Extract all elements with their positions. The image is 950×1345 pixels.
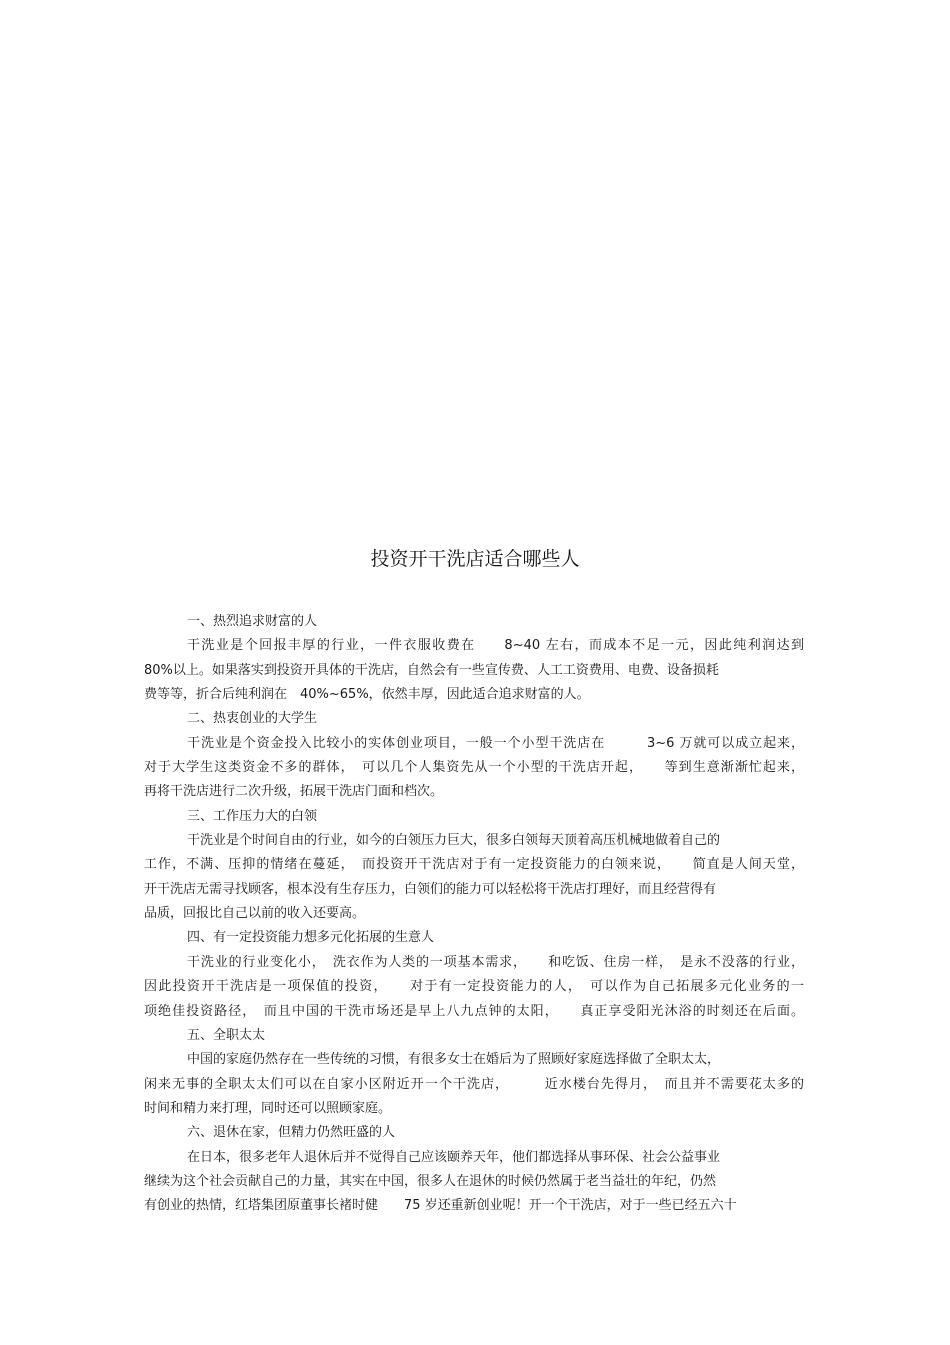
section-heading: 二、热衷创业的大学生 (187, 711, 318, 727)
paragraph-line: 有创业的热情，红塔集团原董事长褚时健 75 岁还重新创业呢！开一个干洗店，对于一些已经五六十 (144, 1198, 737, 1214)
paragraph-line: 工作，不满、压抑的情绪在蔓延， 而投资开干洗店对于有一定投资能力的白领来说， 简直是人间天堂， (144, 857, 804, 873)
section-heading: 六、退休在家，但精力仍然旺盛的人 (187, 1125, 396, 1141)
paragraph-line: 品质，回报比自己以前的收入还要高。 (144, 906, 366, 922)
section-6 (144, 1121, 804, 1218)
section-5 (144, 1024, 804, 1121)
paragraph-line: 开干洗店无需寻找顾客，根本没有生存压力，白领们的能力可以轻松将干洗店打理好，而且经营得有 (144, 881, 717, 897)
paragraph-line: 继续为这个社会贡献自己的力量，其实在中国，很多人在退休的时候仍然属于老当益壮的年纪，仍然 (144, 1173, 717, 1189)
section-heading: 一、热烈追求财富的人 (187, 614, 318, 629)
section-2 (144, 707, 804, 804)
section-heading: 三、工作压力大的白领 (187, 808, 318, 824)
paragraph-line: 干洗业的行业变化小， 洗衣作为人类的一项基本需求， 和吃饭、住房一样， 是永不没落的行业， (187, 954, 804, 970)
section-heading: 五、全职太太 (187, 1027, 266, 1043)
paragraph-line: 中国的家庭仍然存在一些传统的习惯，有很多女士在婚后为了照顾好家庭选择做了全职太太， (187, 1052, 721, 1068)
paragraph-line: 80%以上。如果落实到投资开具体的干洗店，自然会有一些宣传费、人工工资费用、电费、设备损耗 (144, 662, 719, 678)
paragraph-line: 干洗业是个时间自由的行业，如今的白领压力巨大，很多白领每天顶着高压机械地做着自己的 (187, 833, 721, 849)
paragraph-line: 对于大学生这类资金不多的群体， 可以几个人集资先从一个小型的干洗店开起， 等到生意渐渐忙起来， (144, 760, 804, 776)
paragraph-line: 在日本，很多老年人退休后并不觉得自己应该颐养天年，他们都选择从事环保、社会公益事业 (187, 1149, 721, 1165)
paragraph-line: 时间和精力来打理，同时还可以照顾家庭。 (144, 1100, 392, 1116)
section-1 (144, 610, 804, 707)
paragraph-line: 干洗业是个资金投入比较小的实体创业项目，一般一个小型干洗店在 3~6 万就可以成立起来， (187, 735, 804, 751)
paragraph-line: 因此投资开干洗店是一项保值的投资， 对于有一定投资能力的人， 可以作为自己拓展多元化业务的一 (144, 979, 804, 995)
document-title: 投资开干洗店适合哪些人 (370, 548, 580, 570)
section-heading: 四、有一定投资能力想多元化拓展的生意人 (187, 930, 435, 946)
section-4 (144, 926, 804, 1023)
paragraph-line: 再将干洗店进行二次升级，拓展干洗店门面和档次。 (144, 784, 444, 800)
section-3 (144, 805, 804, 927)
paragraph-line: 闲来无事的全职太太们可以在自家小区附近开一个干洗店， 近水楼台先得月， 而且并不需要花太多的 (144, 1076, 804, 1092)
paragraph-line: 费等等，折合后纯利润在 40%~65%，依然丰厚，因此适合追求财富的人。 (144, 687, 590, 703)
document-body (144, 610, 804, 1219)
paragraph-line: 项绝佳投资路径， 而且中国的干洗市场还是早上八九点钟的太阳， 真正享受阳光沐浴的时刻还在后面。 (144, 1003, 804, 1019)
paragraph-line: 干洗业是个回报丰厚的行业，一件衣服收费在 8~40 左右，而成本不足一元，因此纯利润达到 (187, 638, 804, 654)
